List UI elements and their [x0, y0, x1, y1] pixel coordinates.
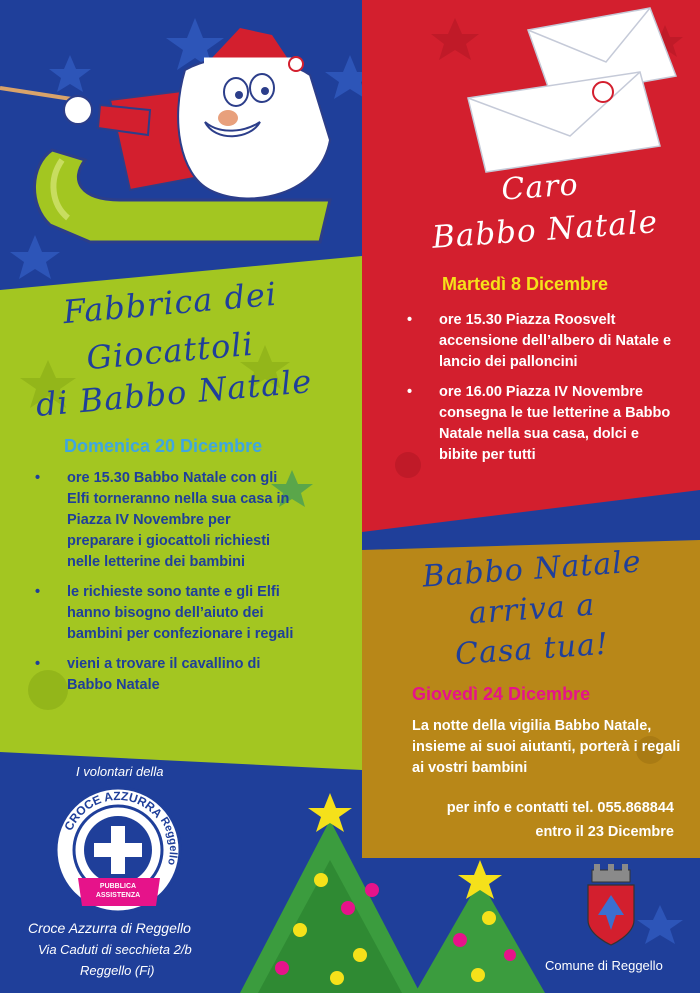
green-panel-date: Domenica 20 Dicembre	[64, 436, 263, 456]
list-item: • ore 15.30 Babbo Natale con gli Elfi torneranno nella sua casa in Piazza IV Novembre per preparare i giocattoli richiesti nelle letterine dei bambini	[35, 470, 290, 570]
list-item: • le richieste sono tante e gli Elfi hanno bisogno dell’aiuto dei bambini per confezionare i regali	[35, 584, 294, 642]
green-panel-list	[33, 468, 298, 705]
org-city: Reggello (Fi)	[80, 963, 155, 978]
red-panel-list	[405, 310, 675, 475]
org-name: Croce Azzurra di Reggello	[28, 920, 191, 936]
red-panel-date: Martedì 8 Dicembre	[442, 274, 609, 294]
comune-crest	[588, 864, 634, 945]
gold-panel-contact-line2: entro il 23 Dicembre	[535, 824, 674, 840]
volunteers-label: I volontari della	[76, 764, 164, 779]
org-address: Via Caduti di secchieta 2/b	[38, 942, 192, 957]
green-panel-title-line3: di Babbo Natale	[34, 361, 314, 425]
red-panel-title-line2: Babbo Natale	[430, 204, 660, 256]
list-item: • ore 15.30 Piazza Roosvelt accensione dell’albero di Natale e lancio dei palloncini	[407, 312, 672, 370]
logo-ribbon-line1: PUBBLICA	[99, 883, 137, 890]
logo-ribbon-line2: ASSISTENZA	[95, 892, 141, 899]
gold-panel-title-line1: Babbo Natale	[421, 544, 643, 595]
svg-text:Reggello	[158, 815, 179, 866]
green-panel-title-line2: Giocattoli	[84, 324, 256, 378]
gold-panel-contact-line1: per info e contatti tel. 055.868844	[446, 800, 674, 816]
logo-ring-city: Reggello	[157, 815, 179, 867]
svg-text:CROCE AZZURRA	[61, 789, 165, 833]
red-panel-title-line1: Caro	[500, 167, 580, 208]
comune-label: Comune di Reggello	[545, 958, 663, 973]
gold-panel-title-line3: Casa tua!	[453, 626, 611, 673]
logo-ring-text: CROCE AZZURRA	[61, 788, 166, 833]
gold-panel-title-line2: arriva a	[467, 587, 597, 632]
list-item: • vieni a trovare il cavallino di Babbo Natale	[35, 656, 261, 693]
croce-azzurra-logo-text	[56, 788, 180, 912]
green-panel-title-line1: Fabbrica dei	[61, 274, 279, 332]
gold-panel-date: Giovedì 24 Dicembre	[412, 684, 591, 704]
gold-panel-body: La notte della vigilia Babbo Natale, insieme ai suoi aiutanti, porterà i regali ai vostri bambini	[412, 718, 681, 776]
list-item: • ore 16.00 Piazza IV Novembre consegna le tue letterine a Babbo Natale nella sua casa, dolci e bibite per tutti	[407, 384, 671, 463]
